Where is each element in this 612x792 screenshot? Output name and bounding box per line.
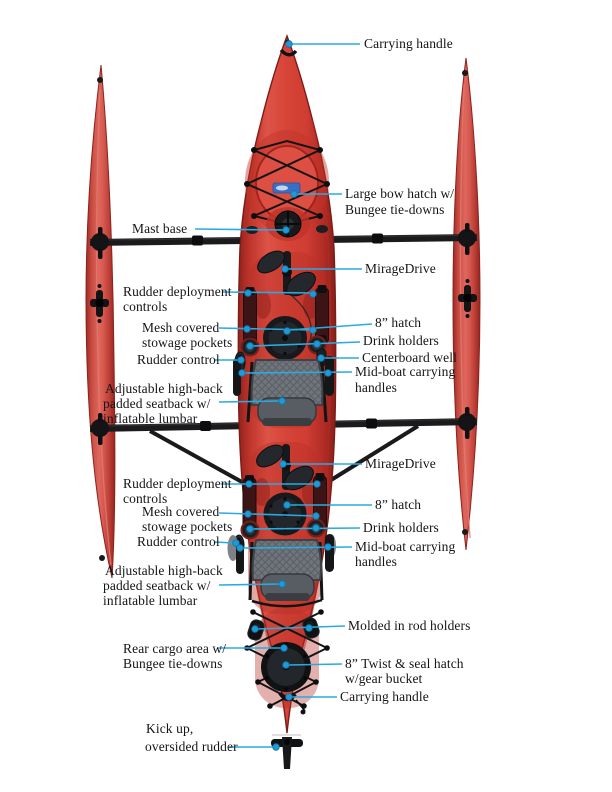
label-rear-cargo-2: Bungee tie-downs bbox=[123, 656, 223, 671]
ama-stern-fitting bbox=[462, 529, 468, 535]
label-drink-holders-rear: Drink holders bbox=[363, 520, 439, 535]
label-mesh-rear-2: stowage pockets bbox=[142, 519, 233, 534]
label-carrying-handle-top: Carrying handle bbox=[364, 36, 453, 51]
label-seatback-rear-2: padded seatback w/ bbox=[103, 578, 211, 593]
label-rudder-deploy-front-1: Rudder deployment bbox=[123, 284, 232, 299]
label-rear-cargo-1: Rear cargo area w/ bbox=[123, 641, 227, 656]
label-seatback-rear-1: Adjustable high-back bbox=[105, 563, 223, 578]
label-midboat-front-2: handles bbox=[355, 380, 397, 395]
label-rudder-deploy-rear-2: controls bbox=[123, 491, 168, 506]
label-miragedrive-rear: MirageDrive bbox=[365, 456, 436, 471]
label-rudder-control-rear: Rudder control bbox=[137, 534, 220, 549]
label-miragedrive-front: MirageDrive bbox=[365, 261, 436, 276]
leader-midboat-rear bbox=[242, 547, 352, 548]
label-midboat-front-1: Mid-boat carrying bbox=[355, 364, 456, 379]
label-rudder-control-front: Rudder control bbox=[137, 352, 220, 367]
label-mesh-front-1: Mesh covered bbox=[142, 320, 220, 335]
label-seatback-front-1: Adjustable high-back bbox=[105, 381, 223, 396]
label-seatback-rear-3: inflatable lumbar bbox=[103, 593, 198, 608]
label-rudder-deploy-front-2: controls bbox=[123, 299, 168, 314]
label-seatback-front-3: inflatable lumbar bbox=[103, 411, 198, 426]
ama-bow-fitting bbox=[97, 77, 103, 83]
label-twist-hatch-1: 8” Twist & seal hatch bbox=[345, 656, 464, 671]
label-rudder-deploy-rear-1: Rudder deployment bbox=[123, 476, 232, 491]
ama-bow-fitting bbox=[462, 70, 468, 76]
label-mesh-rear-1: Mesh covered bbox=[142, 504, 220, 519]
right-outrigger-ama bbox=[453, 58, 480, 550]
label-drink-holders-front: Drink holders bbox=[363, 333, 439, 348]
label-hatch8-rear: 8” hatch bbox=[375, 497, 422, 512]
hatch-8in-front bbox=[263, 316, 307, 360]
seat-front bbox=[248, 360, 326, 426]
rudder-deploy-rail-right-front bbox=[316, 285, 329, 344]
label-centerboard-well: Centerboard well bbox=[362, 350, 457, 365]
ama-stern-fitting bbox=[99, 555, 105, 561]
label-kickup-rudder-1: Kick up, bbox=[146, 721, 194, 736]
label-mesh-front-2: stowage pockets bbox=[142, 335, 233, 350]
label-large-bow-hatch-1: Large bow hatch w/ bbox=[345, 186, 455, 201]
label-large-bow-hatch-2: Bungee tie-downs bbox=[345, 202, 445, 217]
label-seatback-front-2: padded seatback w/ bbox=[103, 396, 211, 411]
leader-mast-base bbox=[195, 229, 284, 230]
leader-seat-front bbox=[219, 401, 280, 402]
label-midboat-rear-1: Mid-boat carrying bbox=[355, 539, 456, 554]
label-rod-holders: Molded in rod holders bbox=[348, 618, 471, 633]
leader-rudder-deploy-front bbox=[222, 292, 315, 293]
leader-drink-rear bbox=[252, 528, 360, 529]
kickup-rudder bbox=[271, 735, 303, 769]
label-kickup-rudder-2: oversided rudder bbox=[145, 739, 238, 754]
left-outrigger-ama bbox=[86, 65, 115, 578]
label-midboat-rear-2: handles bbox=[355, 554, 397, 569]
leader-seat-rear bbox=[219, 584, 280, 585]
leader-twist-hatch bbox=[288, 664, 342, 665]
label-carrying-handle-bottom: Carrying handle bbox=[340, 689, 429, 704]
label-mast-base: Mast base bbox=[132, 221, 188, 236]
leader-midboat-front bbox=[244, 372, 352, 373]
label-twist-hatch-2: w/gear bucket bbox=[345, 671, 423, 686]
label-hatch8-front: 8” hatch bbox=[375, 315, 422, 330]
